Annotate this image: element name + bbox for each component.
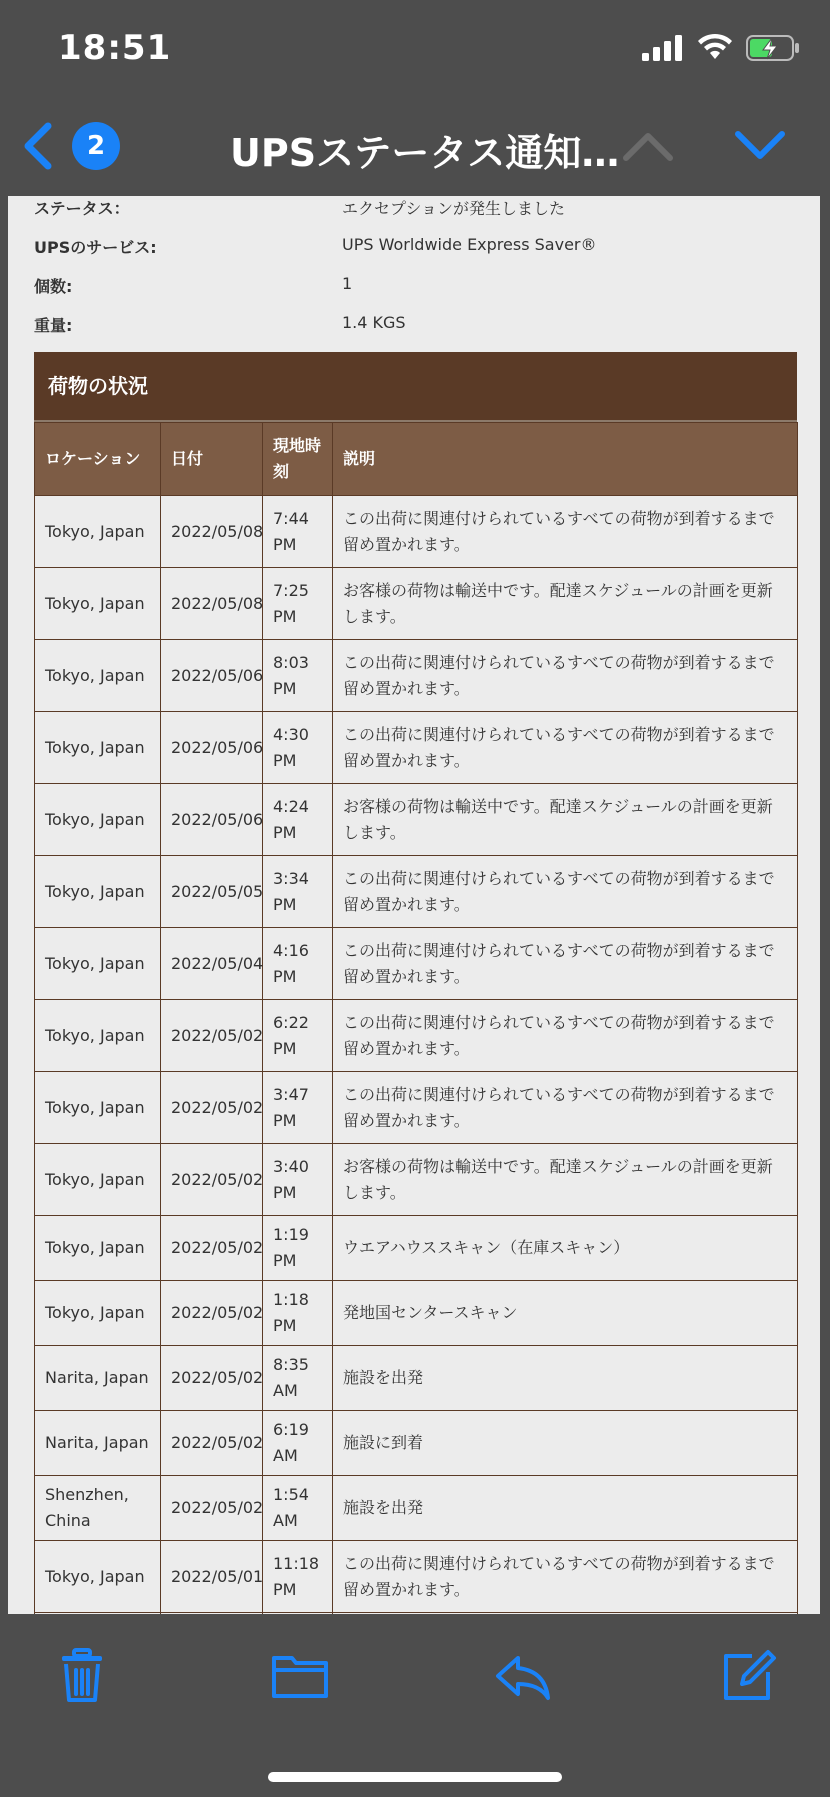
delete-button[interactable] [52,1646,112,1706]
nav-bar [0,100,830,196]
summary-value: UPS Worldwide Express Saver® [342,235,597,254]
unread-count-badge[interactable]: 2 [72,122,120,170]
cell-date: 2022/05/08 [161,496,263,568]
cell-date: 2022/05/06 [161,640,263,712]
cell-time: 6:19 AM [263,1411,333,1476]
column-header-description: 説明 [333,423,798,496]
cell-time: 7:44 PM [263,496,333,568]
cell-description: この出荷に関連付けられているすべての荷物が到着するまで留め置かれます。 [333,856,798,928]
table-row [35,1346,798,1411]
table-row [35,712,798,784]
cell-date: 2022/05/04 [161,928,263,1000]
clock: 18:51 [58,28,172,68]
cell-location: Tokyo, Japan [35,1281,161,1346]
cell-date: 2022/05/02 [161,1476,263,1541]
cell-date: 2022/05/02 [161,1346,263,1411]
cell-time: 6:22 PM [263,1000,333,1072]
summary-label: ステータス： [34,199,130,218]
summary-value: 1 [342,274,353,293]
table-row [35,496,798,568]
cell-description: お客様の荷物は輸送中です。配達スケジュールの計画を更新します。 [333,784,798,856]
summary-row-weight [34,313,804,343]
cell-time: 1:54 AM [263,1476,333,1541]
cell-description: ウエアハウススキャン（在庫スキャン） [333,1216,798,1281]
cell-description: 施設を出発 [333,1476,798,1541]
table-row [35,1000,798,1072]
email-body [8,196,820,1614]
trash-icon [52,1646,112,1706]
cell-time: 4:16 PM [263,928,333,1000]
table-row [35,928,798,1000]
cell-date: 2022/05/02 [161,1000,263,1072]
cell-location: Tokyo, Japan [35,1216,161,1281]
tracking-table [34,352,797,1685]
table-row [35,1476,798,1541]
cell-location: Tokyo, Japan [35,1072,161,1144]
cell-location: Tokyo, Japan [35,1000,161,1072]
compose-button[interactable] [718,1646,778,1706]
table-row [35,784,798,856]
back-button[interactable] [18,120,58,172]
cell-location: Narita, Japan [35,1346,161,1411]
signal-icon [642,35,684,61]
cell-location: Tokyo, Japan [35,1144,161,1216]
cell-location: Tokyo, Japan [35,784,161,856]
reply-button[interactable] [492,1646,552,1706]
column-header-date: 日付 [161,423,263,496]
cell-description: 発地国センタースキャン [333,1281,798,1346]
summary-label: UPSのサービス: [34,238,157,257]
compose-icon [718,1646,778,1706]
cell-time: 1:18 PM [263,1281,333,1346]
cell-location: Tokyo, Japan [35,712,161,784]
cell-description: この出荷に関連付けられているすべての荷物が到着するまで留め置かれます。 [333,928,798,1000]
summary-value: エクセプションが発生しました [342,199,566,218]
reply-icon [492,1646,552,1706]
cell-time: 1:19 PM [263,1216,333,1281]
tracking-history-table [34,422,798,1685]
wifi-icon [698,35,732,61]
table-row [35,1216,798,1281]
cell-description: お客様の荷物は輸送中です。配達スケジュールの計画を更新します。 [333,1144,798,1216]
cell-location: Tokyo, Japan [35,928,161,1000]
cell-location: Narita, Japan [35,1411,161,1476]
cell-date: 2022/05/02 [161,1072,263,1144]
table-row [35,1541,798,1613]
summary-label: 重量: [34,316,73,335]
table-row [35,1411,798,1476]
cell-date: 2022/05/01 [161,1541,263,1613]
summary-row-service [34,235,804,265]
column-header-location: ロケーション [35,423,161,496]
cell-time: 8:35 AM [263,1346,333,1411]
cell-date: 2022/05/05 [161,856,263,928]
table-header-row [35,423,798,496]
cell-description: この出荷に関連付けられているすべての荷物が到着するまで留め置かれます。 [333,640,798,712]
message-content[interactable] [0,196,830,1614]
summary-value: 1.4 KGS [342,313,406,332]
table-row [35,640,798,712]
battery-charging-icon [746,34,800,62]
cell-location: Shenzhen, China [35,1476,161,1541]
folder-icon [270,1646,330,1706]
cell-date: 2022/05/06 [161,784,263,856]
chevron-left-icon [18,120,58,172]
cell-description: この出荷に関連付けられているすべての荷物が到着するまで留め置かれます。 [333,496,798,568]
cell-location: Tokyo, Japan [35,568,161,640]
move-to-folder-button[interactable] [270,1646,330,1706]
cell-time: 4:30 PM [263,712,333,784]
cell-description: この出荷に関連付けられているすべての荷物が到着するまで留め置かれます。 [333,1541,798,1613]
cell-date: 2022/05/02 [161,1281,263,1346]
cell-time: 7:25 PM [263,568,333,640]
cell-description: 施設に到着 [333,1411,798,1476]
cell-location: Tokyo, Japan [35,496,161,568]
previous-message-button[interactable] [620,124,676,168]
bottom-toolbar [0,1614,830,1797]
table-title: 荷物の状況 [34,352,797,422]
summary-label: 個数: [34,277,73,296]
cell-description: この出荷に関連付けられているすべての荷物が到着するまで留め置かれます。 [333,712,798,784]
cell-date: 2022/05/06 [161,712,263,784]
cell-date: 2022/05/02 [161,1216,263,1281]
cell-time: 3:34 PM [263,856,333,928]
cell-location: Tokyo, Japan [35,1541,161,1613]
cell-description: お客様の荷物は輸送中です。配達スケジュールの計画を更新します。 [333,568,798,640]
chevron-up-icon [620,124,676,168]
cell-date: 2022/05/02 [161,1411,263,1476]
cell-time: 3:47 PM [263,1072,333,1144]
cell-location: Tokyo, Japan [35,856,161,928]
cell-time: 4:24 PM [263,784,333,856]
home-indicator[interactable] [268,1772,562,1782]
table-row [35,856,798,928]
cell-time: 11:18 PM [263,1541,333,1613]
status-icons [642,34,800,62]
cell-description: この出荷に関連付けられているすべての荷物が到着するまで留め置かれます。 [333,1072,798,1144]
summary-row-status [34,196,804,226]
table-row [35,568,798,640]
next-message-button[interactable] [732,124,788,168]
cell-time: 3:40 PM [263,1144,333,1216]
cell-date: 2022/05/02 [161,1144,263,1216]
cell-date: 2022/05/08 [161,568,263,640]
table-row [35,1144,798,1216]
summary-row-count [34,274,804,304]
cell-description: この出荷に関連付けられているすべての荷物が到着するまで留め置かれます。 [333,1000,798,1072]
table-row [35,1281,798,1346]
cell-time: 8:03 PM [263,640,333,712]
column-header-time: 現地時刻 [263,423,333,496]
cell-location: Tokyo, Japan [35,640,161,712]
cell-description: 施設を出発 [333,1346,798,1411]
status-bar [0,0,830,100]
chevron-down-icon [732,124,788,168]
table-row [35,1072,798,1144]
nav-title: UPSステータス通知… [230,131,620,175]
